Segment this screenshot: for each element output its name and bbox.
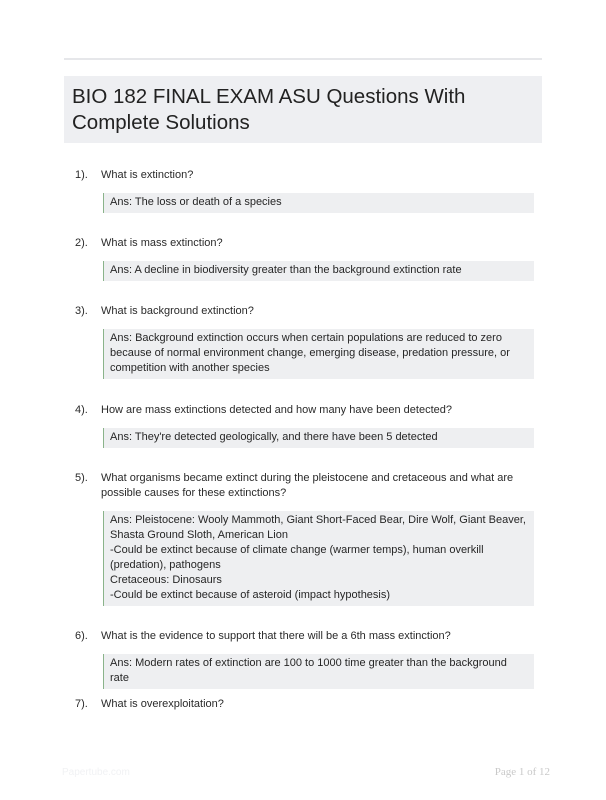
question-text: What is extinction?: [101, 169, 194, 181]
answer-box: Ans: Pleistocene: Wooly Mammoth, Giant Short-Faced Bear, Dire Wolf, Giant Beaver, Shasta Ground Sloth, American Lion -Could be extinct because of climate change (warmer temps), human overkill (predation), pathogens Cretaceous: Dinosaurs -Could be extinct because of asteroid (impact hypothesis): [103, 511, 534, 606]
answer-box: Ans: A decline in biodiversity greater than the background extinction rate: [103, 261, 534, 281]
title-banner: [64, 76, 542, 143]
page-indicator: Page 1 of 12: [494, 766, 550, 778]
answer-box: Ans: The loss or death of a species: [103, 193, 534, 213]
document-title: BIO 182 FINAL EXAM ASU Questions With Complete Solutions: [72, 85, 466, 134]
question-text: What is the evidence to support that there will be a 6th mass extinction?: [101, 630, 451, 642]
answer-box: Ans: They're detected geologically, and there have been 5 detected: [103, 428, 534, 448]
top-divider: [64, 58, 542, 60]
question-number: 1).: [75, 169, 88, 181]
footer-watermark: Papertube.com: [62, 767, 130, 778]
question-number: 4).: [75, 404, 88, 416]
question-text: What organisms became extinct during the pleistocene and cretaceous and what are possible causes for these extinctions?: [101, 472, 514, 499]
answer-box: Ans: Background extinction occurs when certain populations are reduced to zero because of normal environment change, emerging disease, predation pressure, or competition with another species: [103, 329, 534, 379]
question-number: 3).: [75, 305, 88, 317]
question-number: 7).: [75, 698, 88, 710]
question-number: 2).: [75, 237, 88, 249]
question-text: What is mass extinction?: [101, 237, 223, 249]
question-number: 5).: [75, 472, 88, 484]
question-text: What is overexploitation?: [101, 698, 224, 710]
answer-box: Ans: Modern rates of extinction are 100 to 1000 time greater than the background rate: [103, 654, 534, 689]
question-text: What is background extinction?: [101, 305, 254, 317]
question-text: How are mass extinctions detected and how many have been detected?: [101, 404, 452, 416]
question-number: 6).: [75, 630, 88, 642]
